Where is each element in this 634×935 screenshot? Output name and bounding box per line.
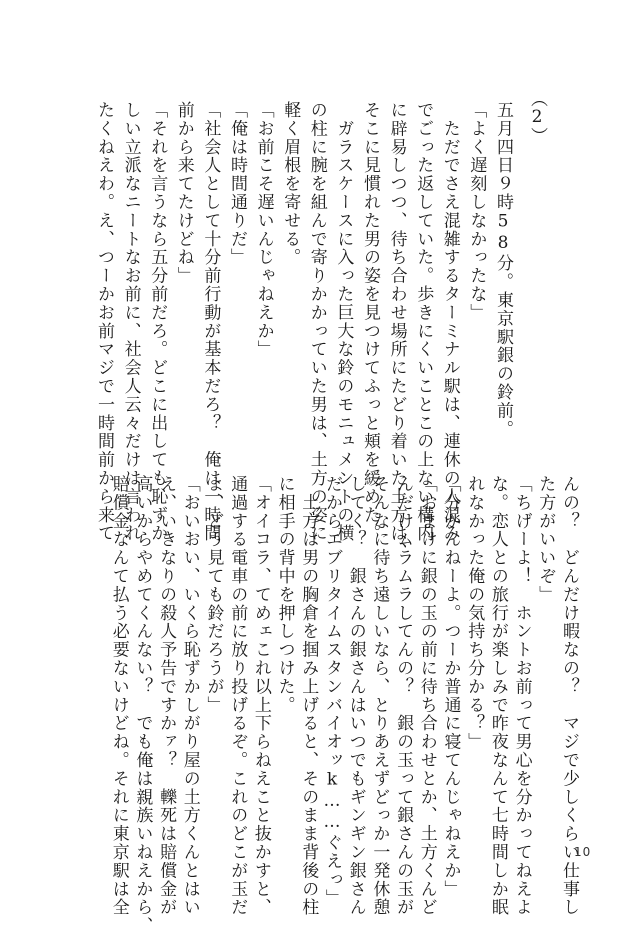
text-line: 前から来てたけどね」: [173, 101, 194, 285]
text-line: ガラスケースに入った巨大な鈴のモニュメントの横: [333, 101, 354, 543]
text-line: しい立派なニートなお前に、社会人云々だけは言われ: [120, 101, 141, 543]
text-line: してく？ 銀さんの銀さんはいつでもギンギン銀さん: [345, 475, 366, 917]
text-line: そこに見慣れた男の姿を見つけてふっと頬を緩めた。: [360, 101, 380, 543]
text-line: でごった返していた。歩きにくいことこの上ない構内: [413, 101, 434, 543]
text-line: 五月四日９時58分。東京駅銀の鈴前。: [493, 101, 513, 439]
text-line: 「俺は時間通りだ」: [227, 101, 247, 267]
text-line: 賠償金なんて払う必要ないけどね。それに東京駅は全: [108, 475, 129, 917]
text-line: に相手の背中を押しつけた。: [274, 475, 295, 715]
text-line: 「おまけに銀の玉の前に待ち合わせとか、土方くんど: [416, 475, 437, 917]
text-line: だからエブリタイムスタンバイオッk……ぐえっ」: [322, 475, 342, 908]
text-line: 軽く眉根を寄せる。: [280, 101, 301, 267]
text-line: 「お前こそ遅いんじゃねえか」: [253, 101, 274, 359]
text-line: 「オイコラ、てめェこれ以上下らねえこと抜かすと、: [250, 475, 271, 917]
text-line: 土方は男の胸倉を掴み上げると、そのまま背後の柱: [298, 475, 319, 917]
text-line: よ、どう見ても鈴だろうが」: [203, 475, 224, 715]
text-line: た方がいいぞ」: [535, 475, 556, 604]
text-line: 「ちげーよ！ ホントお前って男心を分かってねえよ: [511, 475, 532, 917]
text-line: そんなに待ち遠しいなら、とりあえずどっか一発休憩: [369, 475, 390, 917]
text-line: 「それを言うなら五分前だろ。どこに出しても恥ずか: [147, 101, 168, 543]
text-line: 「分かんねーよ。つーか普通に寝てんじゃねえか」: [440, 475, 461, 899]
text-line: ただでさえ混雑するターミナル駅は、連休の人混み: [439, 101, 460, 543]
text-line: 「社会人として十分前行動が基本だろ？ 俺は一時間: [200, 101, 221, 543]
text-line: れなかった俺の気持ち分かる？」: [464, 475, 485, 751]
text-line: に辟易しつつ、待ち合わせ場所にたどり着いた土方は、: [386, 101, 407, 561]
page-number: 10: [574, 845, 592, 859]
text-line: え、いきなりの殺人予告ですかァ？ 轢死は賠償金が: [156, 475, 177, 917]
text-line: 高いからやめてくんない？ でも俺は親族いねえから、: [132, 475, 153, 935]
text-line: な。恋人との旅行が楽しみで昨夜なんて七時間しか眠: [487, 475, 508, 917]
text-line: 「よく遅刻しなかったな」: [466, 101, 487, 322]
chapter-heading: （2）: [527, 90, 547, 144]
text-line: たくねえわ。え、つーかお前マジで一時間前から来て: [94, 101, 114, 543]
text-line: んの？ どんだけ暇なの？ マジで少しくらい仕事し: [559, 475, 579, 917]
text-line: の柱に腕を組んで寄りかかっていた男は、土方の姿に: [306, 101, 327, 543]
text-line: んだけムラムラしてんの？ 銀の玉って銀さんの玉が: [393, 475, 414, 917]
text-line: 通過する電車の前に放り投げるぞ。これのどこが玉だ: [227, 475, 248, 917]
text-line: 「おいおい、いくら恥ずかしがり屋の土方くんとはい: [179, 475, 200, 917]
